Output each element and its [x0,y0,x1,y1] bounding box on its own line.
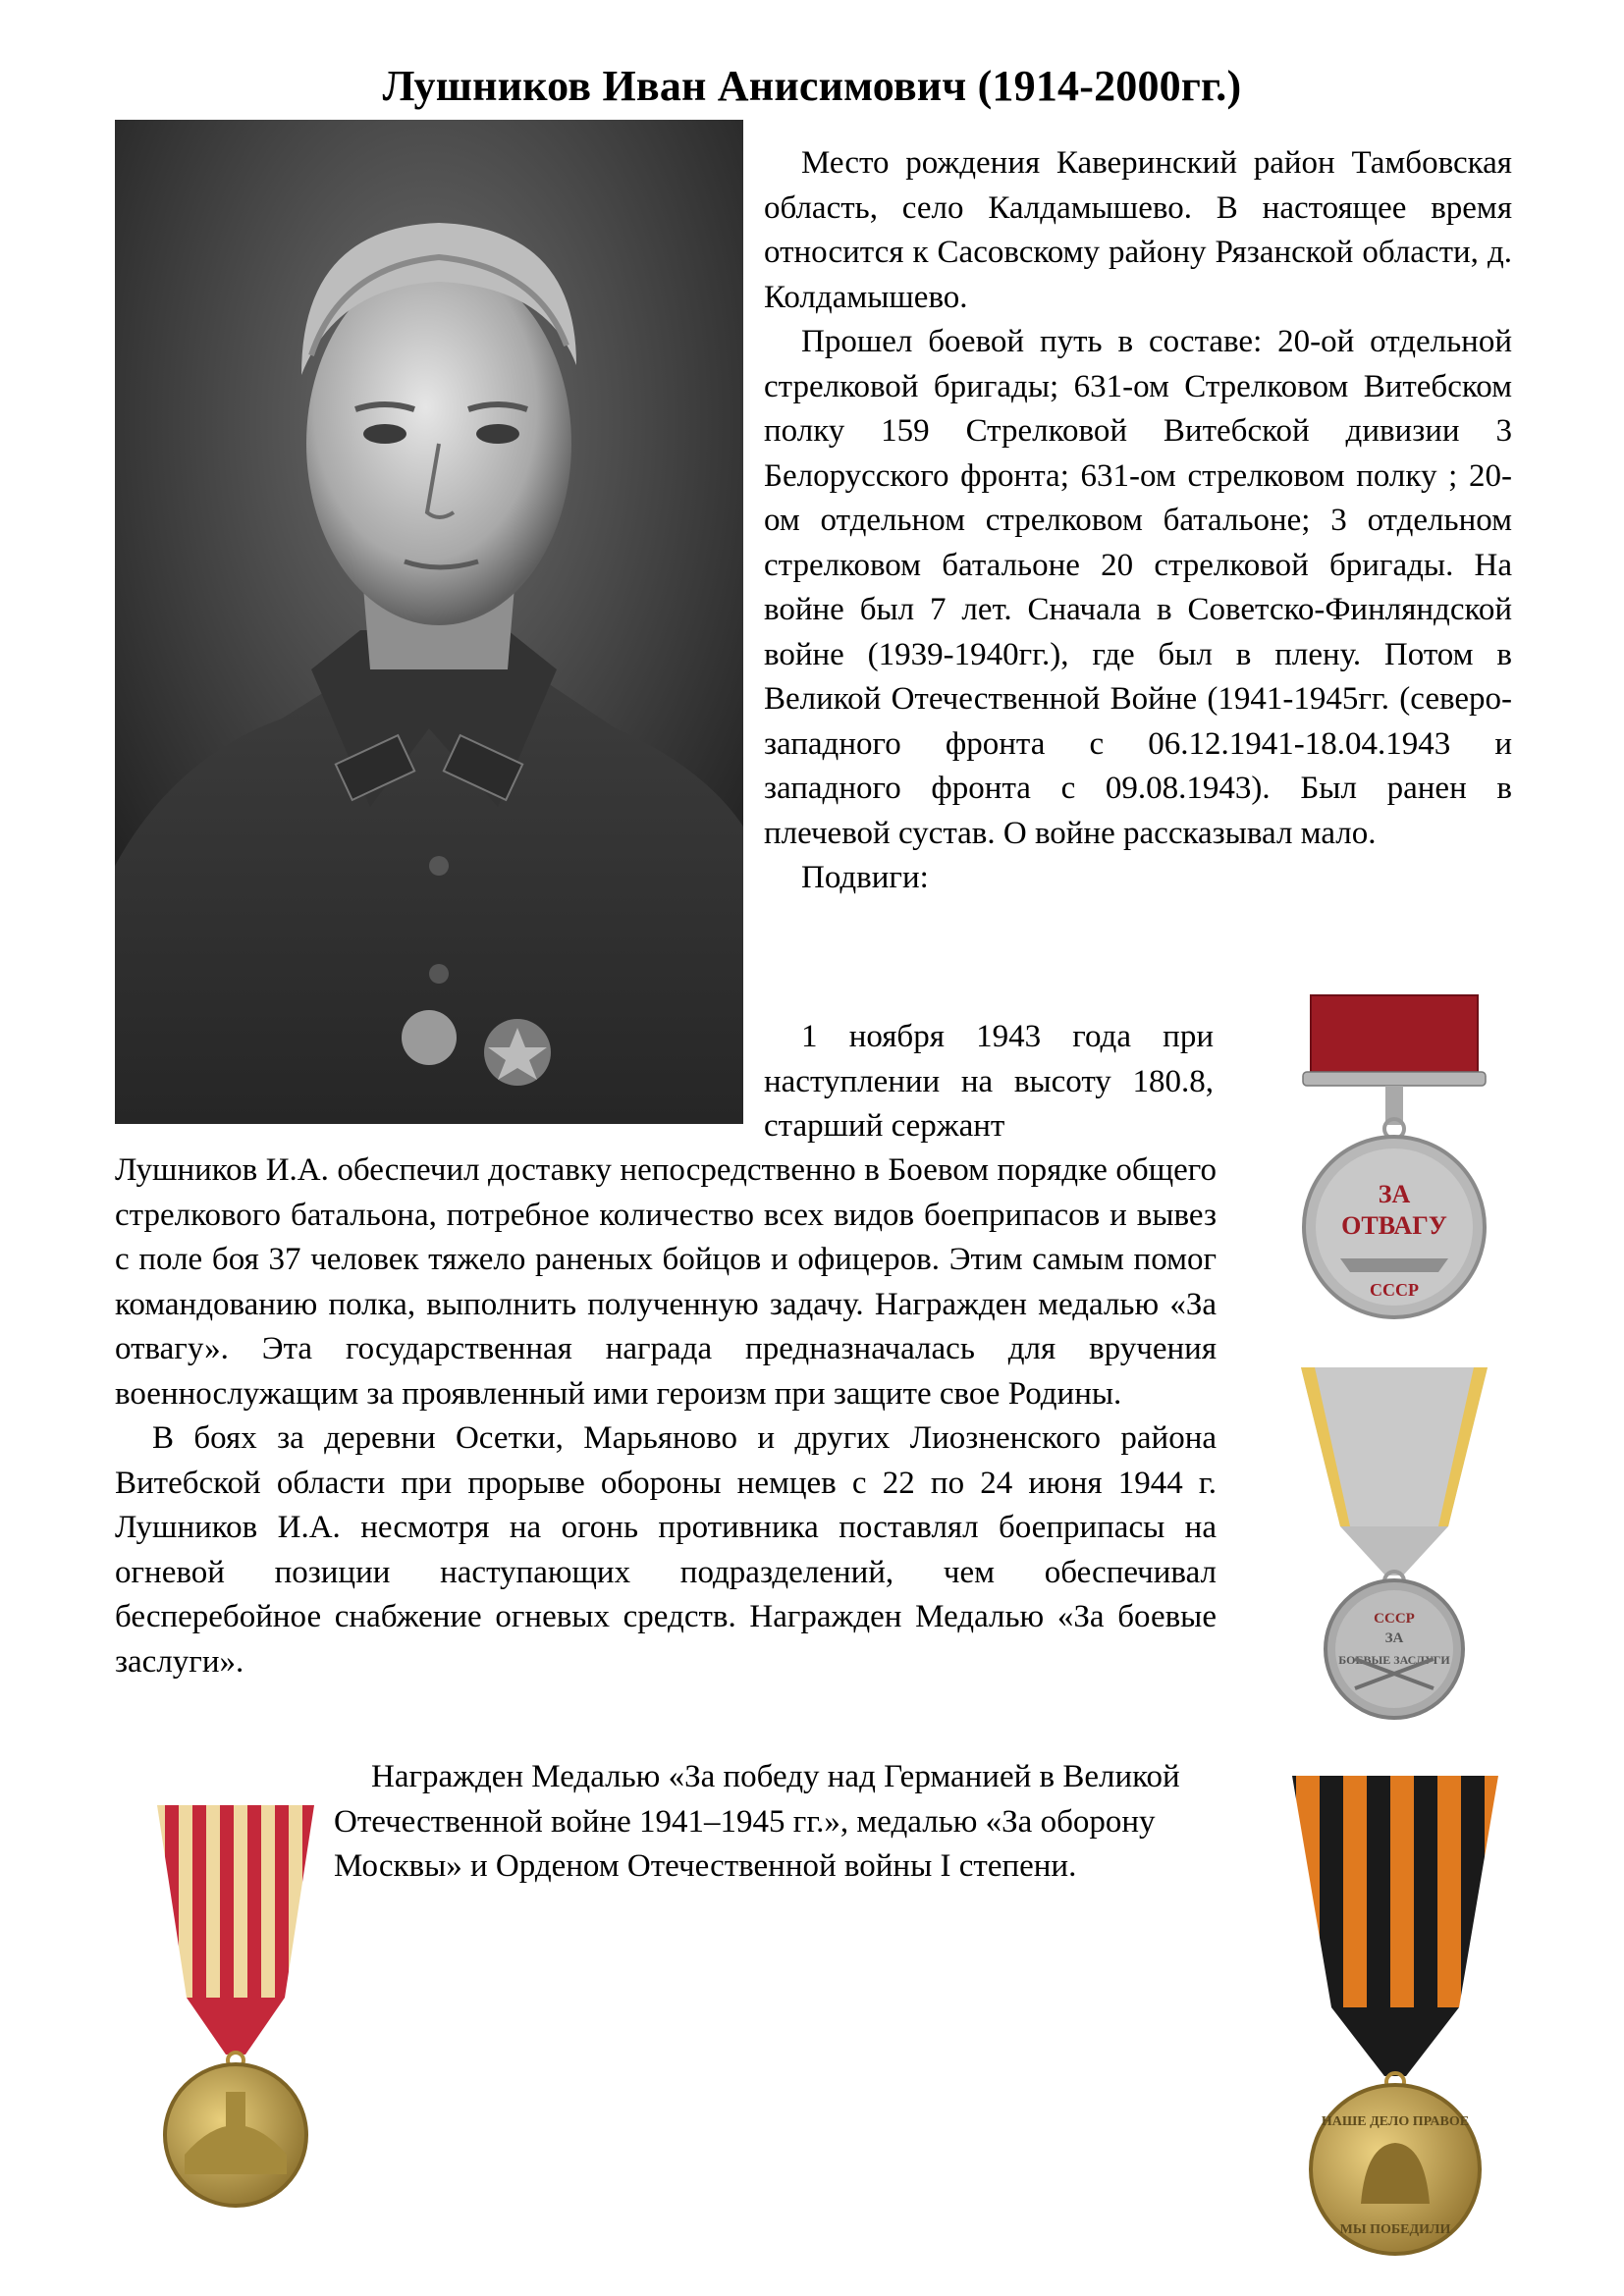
feat-paragraphs [115,1148,1217,1684]
merit-text: БОЕВЫЕ ЗАСЛУГИ [1338,1653,1450,1667]
medal-victory-over-germany [1272,1772,1518,2263]
merit-ussr-text: СССР [1374,1611,1415,1627]
valor-otvagu-text: ОТВАГУ [1341,1211,1447,1240]
merit-za-text: ЗА [1384,1630,1404,1646]
medal-for-valor [1281,991,1507,1325]
feats-heading: Подвиги: [801,860,929,895]
birthplace-paragraph: Место рождения Каверинский район Тамбовская область, село Калдамышево. В настоящее время относится к Сасовскому району Рязанской области, д. Колдамышево. [764,145,1512,315]
medal-for-battle-merit [1281,1360,1507,1723]
portrait-photo [115,120,743,1124]
feat2-paragraph: В боях за деревни Осетки, Марьяново и других Лиозненского района Витебской области при прорыве обороны немцев с 22 по 24 июня 1944 г. Лушников И.А. несмотря на огонь противника поставлял боеприпасы на огневой позиции наступающих подразделений, чем обеспечивал бесперебойное снабжение огневых средств. Награжден Медалью «За боевые заслуги». [115,1420,1217,1680]
medal-defence-of-moscow [137,1801,334,2214]
valor-za-text: ЗА [1378,1180,1411,1208]
victory-bottom-text: МЫ ПОБЕДИЛИ [1339,2222,1451,2237]
biography-right-column [764,141,1512,901]
feat1-continuation: Лушников И.А. обеспечил доставку непосредственно в Боевом порядке общего стрелкового батальона, потребное количество всех видов боеприпасов и вывез с поле боя 37 человек тяжело раненых бойцов и офицеров. Этим самым помог командованию полка, выполнить полученную задачу. Награжден медалью «За отвагу». Эта государственная награда предназначалась для вручения военнослужащим за проявленный ими героизм при защите свое Родины. [115,1152,1217,1412]
awards-paragraph: Награжден Медалью «За победу над Германией в Великой Отечественной войне 1941–1945 гг.», медалью «За оборону Москвы» и Орденом Отечественной войны I степени. [334,1759,1180,1884]
combat-path-paragraph: Прошел боевой путь в составе: 20-ой отдельной стрелковой бригады; 631-ом Стрелковом Витебском полку 159 Стрелковой Витебской дивизии 3 Белорусского фронта; 631-ом стрелковом полку ; 20-ом отдельном стрелковом батальоне; 3 отдельном стрелковом батальоне 20 стрелковой бригады. На войне был 7 лет. Сначала в Советско-Финляндской войне (1939-1940гг.), где был в плену. Потом в Великой Отечественной Войне (1941-1945гг. (северо-западного фронта с 06.12.1941-18.04.1943 и западного фронта с 09.08.1943). Был ранен в плечевой сустав. О войне рассказывал мало. [764,324,1512,851]
valor-ussr-text: СССР [1370,1280,1419,1300]
feat1-start: 1 ноября 1943 года при наступлении на высоту 180.8, старший сержант [764,1019,1214,1144]
victory-top-text: НАШЕ ДЕЛО ПРАВОЕ [1321,2114,1470,2129]
page-title: Лушников Иван Анисимович (1914-2000гг.) [382,62,1242,110]
soldier-portrait-image [115,120,743,1124]
